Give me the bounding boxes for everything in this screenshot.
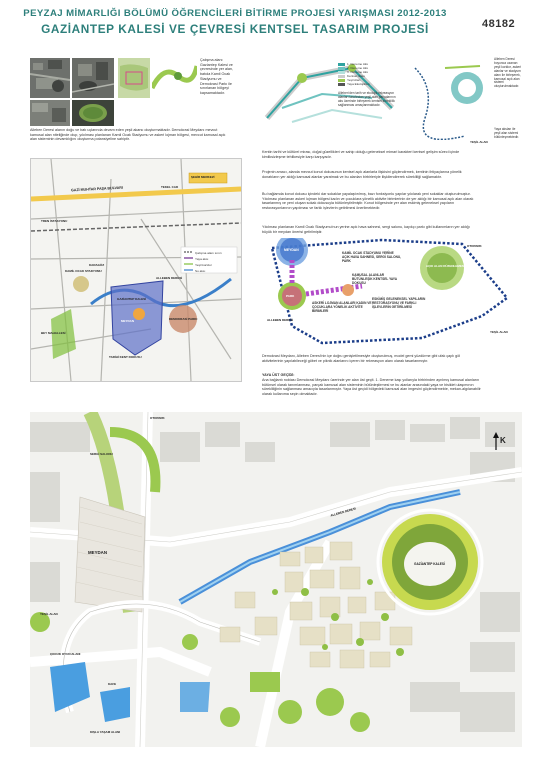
site-location-map: [118, 58, 150, 98]
project-title: GAZİANTEP KALESİ VE ÇEVRESİ KENTSEL TASARIM PROJESİ: [41, 22, 429, 36]
concept-castle-label: AÇIK ALAN DÜZENLEMESİ: [426, 264, 465, 268]
concept-meydan-label: MEYDAN: [284, 248, 299, 252]
green-system-diagram: [405, 58, 487, 140]
legend-item: Su aksı: [195, 269, 206, 273]
green-corridor-diagram: [152, 58, 197, 98]
station-label: TREN İSTASYONU: [41, 219, 68, 223]
green-area-label: YEŞİL ALAN: [470, 140, 488, 144]
meydan-paragraph: Demokrasi Meydanı, Alleben Deresi'nin içe doğru genişletilmesiyle oluşturulmuş, model gemi yüzdürme gibi ufak çaplı göl aktivitelerinin yapılabileceği göbet ve piknik alanlarını içeren bir rekreasyon alanı olarak tasarlanmıştır.: [262, 354, 461, 363]
legend-label: 3. Deneme Aks: [347, 70, 368, 74]
legend-item: Yaya aksı: [195, 257, 209, 261]
legend-item: Çalışma alanı sınırı: [195, 251, 222, 255]
square-label: MEYDAN: [121, 319, 135, 323]
concept-left-label: PARK: [286, 294, 295, 298]
legend-item: Yeşil koridor: [195, 263, 212, 267]
concept-kamusal-note: KAMUSAL ALANLAR BÜTÜNLEŞİK KENTSEL YAYA DOKUSU: [352, 273, 397, 285]
paragraph-4: Yıkılması planlanan Kamil Ocak Stadyumu'nun yerine açık hava sahnesi, sergi salonu, kayıkçı parkı gibi kullanımların yer aldığı büyük bir meydan önerisi getirilmiştir.: [262, 225, 470, 234]
legend-label: Kentsel doku: [347, 74, 365, 78]
plan-playground-label: ÇOCUK OYUN ALANI: [50, 652, 81, 656]
plan-bottom-road-label: KIŞLA YAŞAM ALANI: [90, 730, 121, 734]
stadium-photo: [72, 100, 114, 126]
concept-diagram: [262, 238, 522, 348]
concept-restoration-note: ESKİMİŞ GELENEKSEL YAPILARIN RESTORASYONU VE FARKLI İŞLEVLERİN GETİRİLMESİ: [372, 297, 426, 309]
right-caption-bottom: Yaya aksları ile yeşil alan sistemi bütünleşmektedir.: [494, 127, 519, 139]
master-plan: [30, 412, 522, 747]
alleben-label: ALLEBEN DERESİ: [156, 276, 183, 280]
neighbourhood-2: BEY MAHALLESİ: [41, 331, 66, 335]
plan-sergi-label: SERGİ SALONU: [90, 452, 113, 456]
plan-castle-label: GAZİANTEP KALESİ: [414, 562, 445, 566]
legend-label: 2. Deneme Aks: [347, 66, 368, 70]
aerial-photo-3: [30, 100, 70, 126]
overpass-text: Ana bağlantı noktası Demokrasi Meydanı üzerinde yer alan üst geçit. 1. Deneme kaşı yollarıyla birbirinden ayrılmış kamusal alanların bütünsel olarak tanımlanması, parçalı kamusal alan sisteminin bütünleştirmesi ve bu alanlar arasındaki yaya ve bisiklet ulaşımının sürekliliğinin sağlanması amacıyla tasarlanmıştır. Yaya üst geçidi bölgedeki kamusal alan imgesini güçlendirmekte, mekan-algılanabilir olarak kullanıma seçin olmaktadır.: [262, 378, 481, 397]
right-caption-top: Alleben Deresi boyunca uzanan yeşil koridor, askeri alanlar ve stadyum alanı ile birleşerek, kamusal açık alan sistemi oluşturulmaktadır.: [494, 57, 522, 89]
neighbourhood-3: TARİHİ KENT DOKUSU: [109, 355, 142, 359]
concept-top-label: OTOPARK: [467, 244, 482, 248]
diagram-legend: [338, 62, 398, 86]
project-number: 48182: [482, 18, 516, 30]
city-center-label: ŞEHİR MERKEZİ: [191, 175, 215, 179]
overpass-heading: YAYA ÜST GEÇİDİ:: [262, 373, 295, 377]
stadium-label: KAMİL OCAK STADYUMU: [65, 269, 102, 273]
plan-meydan-label: MEYDAN: [88, 550, 108, 555]
plan-green-label: YEŞİL ALAN: [40, 612, 58, 616]
legend-label: 1. Deneme Aks: [347, 62, 368, 66]
plan-alleben-label: ALLEBEN DERESİ: [329, 506, 357, 518]
castle-label: GAZİANTEP KALESİ: [117, 297, 147, 301]
legend-swatch: [338, 83, 345, 86]
paragraph-3: Bu bağlamda konut dokusu içindeki dar sokaklar yayalaştırılmış, bazı fonksiyonlu yapılar yıkılarak yeni sokaklar oluşturulmuştur. Yıkılması planlanan askeri lojman bölgesi kadın ve çocuklara yönelik aktivite birimlerinin de yer aldığı bir kamusal açık alan olarak tasarlanmış ve yeni oluşan sokak dokusuyla bütünleştirilmiştir. Konut bölgesinde yer alan eskimiş geleneksel yapıların restorasyonlarının yapılması ve farklı işlevlerin getirilmesi önerilmektedir.: [262, 192, 474, 211]
neighbourhood-1: KARAGÖZ: [89, 263, 105, 267]
north-arrow-label: K: [500, 436, 506, 445]
park-label: DEMOKRASİ PARKI: [169, 317, 198, 321]
concept-right-label: YEŞİL ALAN: [490, 330, 508, 334]
competition-title: PEYZAJ MİMARLIĞI BÖLÜMÜ ÖĞRENCİLERİ BİTİRME PROJESİ YARIŞMASI 2012-2013: [23, 8, 447, 19]
aerial-photo-2: [72, 58, 114, 98]
legend-label: Yaya Ekolojikleri: [347, 82, 370, 86]
paragraph-2: Projenin amacı, alanda mevcut konut dokusunun kentsel açık alanlarla ilişkisini güçlendirmek, kentinin ihtiyaçlarına yönelik donatıların yer aldığı kamusal alanlar yaratmak ve bu alanları birbirleriyle ilişkilendirerek sürekliliği sağlamaktır.: [262, 170, 462, 179]
intro-text: Alleben Deresi alanın doğu ve batı uçlarında devam eden yeşil akarsı oluşturmaktadır. Demokrasi Meydanı mevcut kamusal alan niteliğinde olup, yıkılması planlanan Kamil Ocak Stadyumu ve askeri lojman bölgesi, mevcut kamusal açık alan sisteminin devamlılığını oluşturma potansiyeline sahiptir.: [30, 128, 226, 142]
aerial-photo-1: [30, 58, 70, 98]
highway-label: GAZİ MUHTAR PAŞA BULVARI: [70, 185, 123, 193]
concept-military-note: ASKERİ LOJMAN ALANLARI KADIN VE ÇOCUKLARA YÖNELİK AKTİVİTE BİRİMLERİ: [312, 301, 372, 313]
paragraph-1: Kentin tarihi ve kültürel mirası, doğal güzellikleri ve sahip olduğu geleneksel mimari karakteri kentsel gelişim süreci içinde kimliksizleşme tehlikesiyle karşı karşıyadır.: [262, 150, 460, 159]
context-map: [30, 158, 242, 382]
legend-label: Yeşil Alan: [347, 78, 361, 82]
plan-otopark-label: OTOPARK: [150, 416, 165, 420]
concept-alleben-label: ALLEBEN DERESİ: [267, 318, 294, 322]
street-label: TEKEL CAD: [161, 185, 179, 189]
plan-cafe-label: KAFE: [108, 682, 117, 686]
concept-stadium-note: KAMİL OCAK STADYUMU YERİNE AÇIK HAVA SAHNESİ, SERGİ SALONU, PARK: [342, 251, 402, 263]
diagram-caption: Alleben'den tarih ve ekolojik rekreasyon alanları tarafından yeşil alan parçalarının aks üzerinde birleşerek kentsel süreklilik sağlanması amaçlanmaktadır.: [338, 91, 396, 107]
photo-caption: Çalışma alanı Gaziantep Kalesi ve çevresinde yer alan, batıda Kamil Ocak Stadyumu ve Demokrasi Parkı ile sınırlanan bölgeyi kapsamaktadır.: [200, 58, 234, 95]
